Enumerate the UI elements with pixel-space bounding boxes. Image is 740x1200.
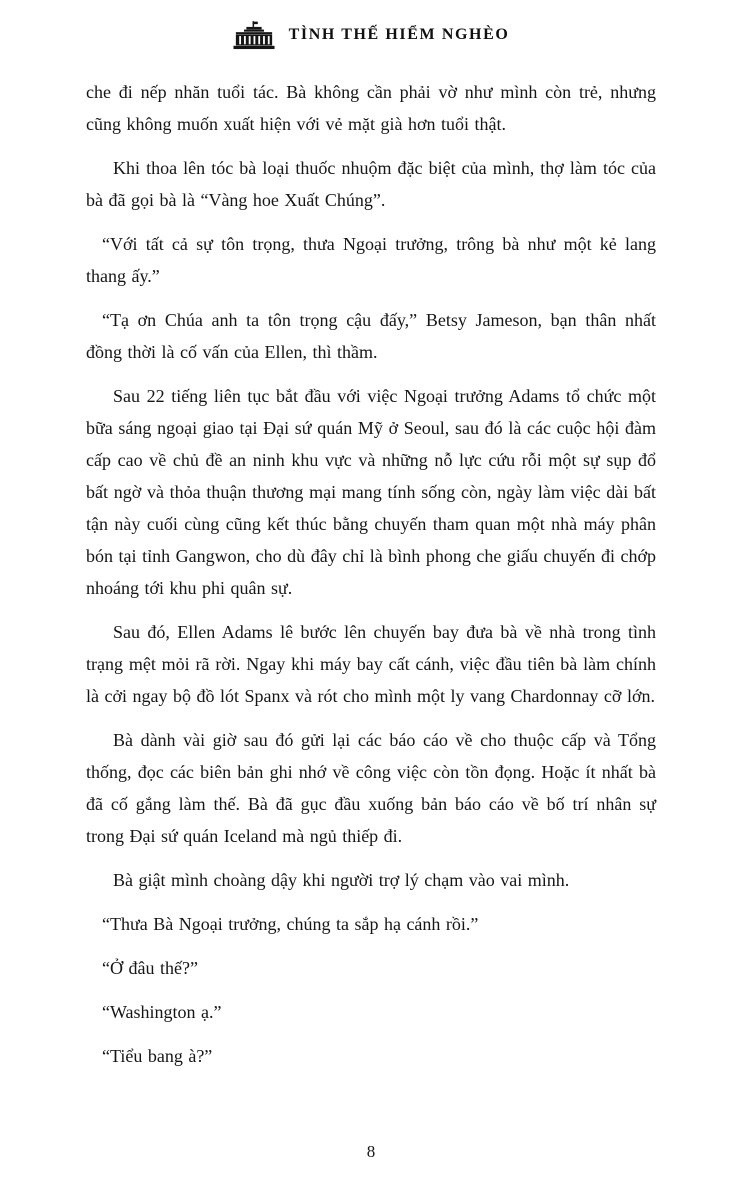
body-paragraph: Sau 22 tiếng liên tục bắt đầu với việc Ngoại trưởng Adams tổ chức một bữa sáng ngoại giao tại Đại sứ quán Mỹ ở Seoul, sau đó là các cuộc hội đàm cấp cao về chủ đề an ninh khu vực và những nỗ lực cứu rỗi một sự sụp đổ bất ngờ và thỏa thuận thương mại mang tính sống còn, ngày làm việc dài bất tận này cuối cùng cũng kết thúc bằng chuyến tham quan một nhà máy phân bón tại tỉnh Gangwon, cho dù đây chỉ là bình phong che giấu chuyến đi chớp nhoáng tới khu phi quân sự. — [86, 386, 656, 598]
running-head-title: TÌNH THẾ HIỂM NGHÈO — [288, 26, 510, 43]
page-number: 8 — [366, 1142, 376, 1161]
white-house-icon — [233, 21, 275, 50]
dialogue-paragraph: “Washington ạ.” — [102, 1002, 222, 1022]
body-paragraph: Bà giật mình choàng dậy khi người trợ lý chạm vào vai mình. — [113, 870, 570, 890]
body-paragraph: Sau đó, Ellen Adams lê bước lên chuyến bay đưa bà về nhà trong tình trạng mệt mỏi rã rời. Ngay khi máy bay cất cánh, việc đầu tiên bà làm chính là cởi ngay bộ đồ lót Spanx và rót cho mình một ly vang Chardonnay cỡ lớn. — [86, 622, 656, 706]
body-paragraph: che đi nếp nhăn tuổi tác. Bà không cần phải vờ như mình còn trẻ, nhưng cũng không muốn xuất hiện với vẻ mặt già hơn tuổi thật. — [86, 82, 656, 134]
dialogue-paragraph: “Thưa Bà Ngoại trưởng, chúng ta sắp hạ cánh rồi.” — [102, 914, 479, 934]
dialogue-paragraph: “Ở đâu thế?” — [102, 958, 198, 978]
dialogue-paragraph: “Với tất cả sự tôn trọng, thưa Ngoại trưởng, trông bà như một kẻ lang thang ấy.” — [86, 234, 656, 286]
dialogue-paragraph: “Tạ ơn Chúa anh ta tôn trọng cậu đấy,” Betsy Jameson, bạn thân nhất đồng thời là cố vấn của Ellen, thì thầm. — [86, 310, 656, 362]
page-footer — [86, 1142, 656, 1162]
page-header — [86, 20, 656, 50]
page-body — [86, 76, 656, 1084]
body-paragraph: Khi thoa lên tóc bà loại thuốc nhuộm đặc biệt của mình, thợ làm tóc của bà đã gọi bà là “Vàng hoe Xuất Chúng”. — [86, 158, 656, 210]
dialogue-paragraph: “Tiểu bang à?” — [102, 1046, 213, 1066]
body-paragraph: Bà dành vài giờ sau đó gửi lại các báo cáo về cho thuộc cấp và Tổng thống, đọc các biên bản ghi nhớ về công việc còn tồn đọng. Hoặc ít nhất bà đã cố gắng làm thế. Bà đã gục đầu xuống bản báo cáo về bố trí nhân sự trong Đại sứ quán Iceland mà ngủ thiếp đi. — [86, 730, 656, 846]
